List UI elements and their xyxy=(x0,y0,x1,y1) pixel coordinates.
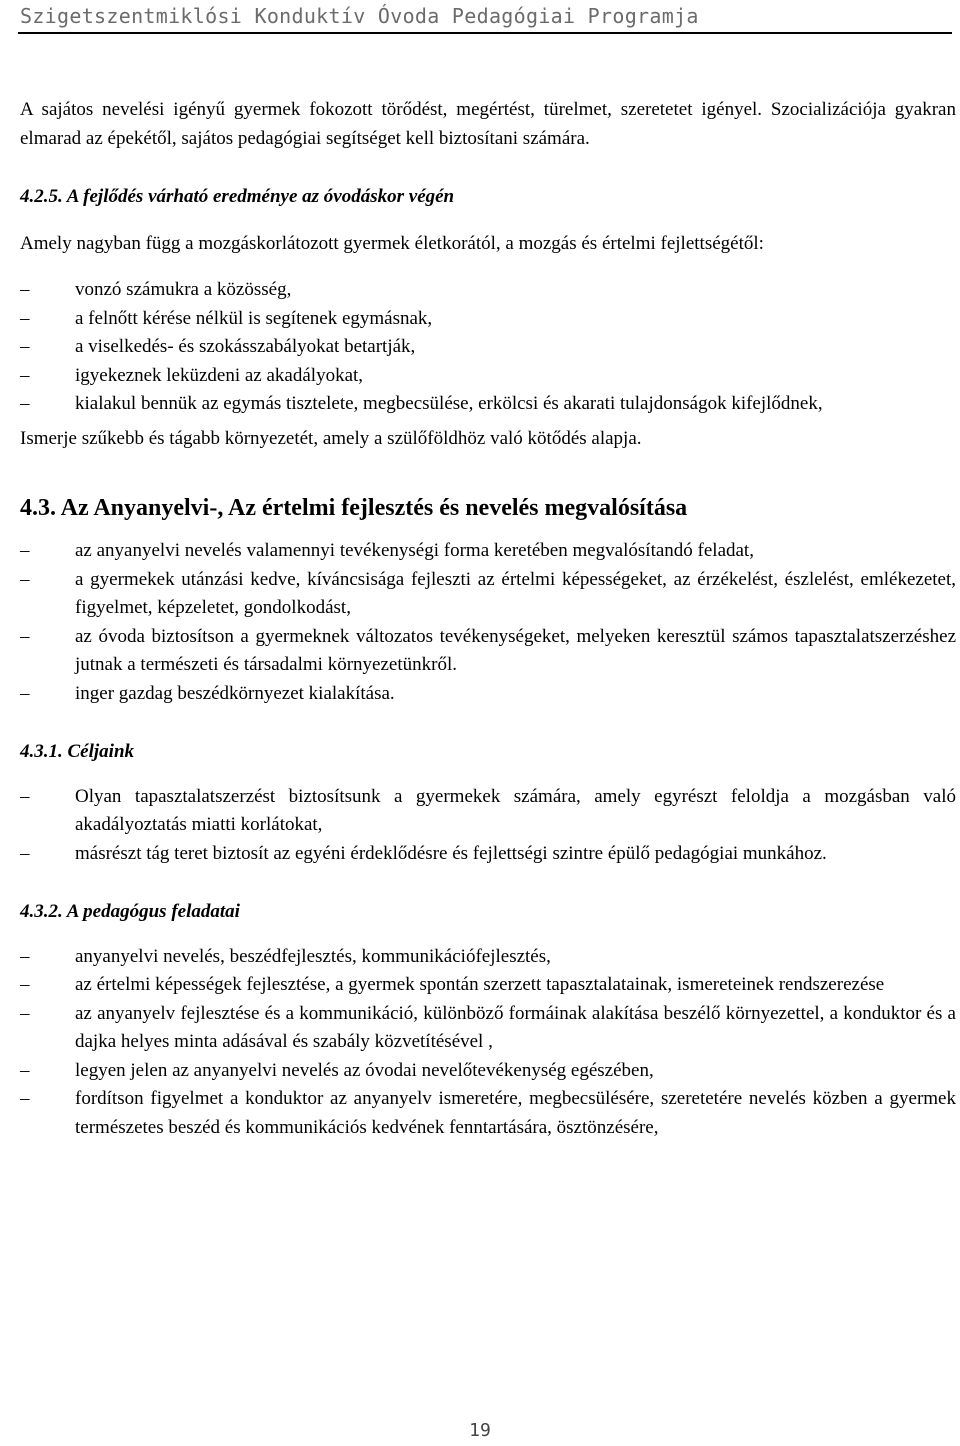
section-4-3-heading: 4.3. Az Anyanyelvi-, Az értelmi fejlesztés és nevelés megvalósítása xyxy=(20,495,688,521)
section-4-2-5-lead: Amely nagyban függ a mozgáskorlátozott gyermek életkorától, a mozgás és értelmi fejlettségétől: xyxy=(20,232,764,254)
list-item: – a viselkedés- és szokásszabályokat betartják, xyxy=(20,333,956,362)
list-item: – az anyanyelvi nevelés valamennyi tevékenységi forma keretében megvalósítandó feladat, xyxy=(20,537,956,566)
list-item: – fordítson figyelmet a konduktor az anyanyelv ismeretére, megbecsülésére, szeretetére nevelés közben a gyermek természetes beszéd és kommunikációs kedvének fenntartására, ösztönzésére, xyxy=(20,1085,956,1142)
list-item: – vonzó számukra a közösség, xyxy=(20,276,956,305)
section-4-3-list xyxy=(20,537,956,708)
section-4-2-5-closing: Ismerje szűkebb és tágabb környezetét, amely a szülőföldhöz való kötődés alapja. xyxy=(20,427,642,449)
list-item: – inger gazdag beszédkörnyezet kialakítása. xyxy=(20,680,956,709)
list-item: – a felnőtt kérése nélkül is segítenek egymásnak, xyxy=(20,305,956,334)
page-content xyxy=(20,96,956,1142)
list-item: – a gyermekek utánzási kedve, kíváncsisága fejleszti az értelmi képességeket, az érzékelést, észlelést, emlékezetet, figyelmet, képzeletet, gondolkodást, xyxy=(20,566,956,623)
section-4-2-5-heading: 4.2.5. A fejlődés várható eredménye az óvodáskor végén xyxy=(20,186,455,207)
section-4-2-5-list xyxy=(20,276,956,419)
list-item: – anyanyelvi nevelés, beszédfejlesztés, kommunikációfejlesztés, xyxy=(20,943,956,972)
page-number: 19 xyxy=(469,1420,491,1441)
section-4-3-2-list xyxy=(20,943,956,1143)
list-item: – az óvoda biztosítson a gyermeknek változatos tevékenységeket, melyeken keresztül számos tapasztalatszerzéshez jutnak a természeti és társadalmi környezetünkről. xyxy=(20,623,956,680)
list-item: – igyekeznek leküzdeni az akadályokat, xyxy=(20,362,956,391)
section-4-3-1-heading: 4.3.1. Céljaink xyxy=(20,741,135,762)
list-item: – kialakul bennük az egymás tisztelete, megbecsülése, erkölcsi és akarati tulajdonságok kifejlődnek, xyxy=(20,390,956,419)
list-item: – az anyanyelv fejlesztése és a kommunikáció, különböző formáinak alakítása beszélő környezettel, a konduktor és a dajka helyes minta adásával és szabály közvetítésével , xyxy=(20,1000,956,1057)
section-4-3-1-list xyxy=(20,783,956,869)
intro-paragraph: A sajátos nevelési igényű gyermek fokozott törődést, megértést, türelmet, szeretetet igényel. Szocializációja gyakran elmarad az épekétől, sajátos pedagógiai segítséget kell biztosítani számára. xyxy=(20,99,956,149)
list-item: – másrészt tág teret biztosít az egyéni érdeklődésre és fejlettségi szintre épülő pedagógiai munkához. xyxy=(20,840,956,869)
running-header: Szigetszentmiklósi Konduktív Óvoda Pedagógiai Programja xyxy=(20,4,699,28)
section-4-3-2-heading: 4.3.2. A pedagógus feladatai xyxy=(20,901,240,922)
list-item: – az értelmi képességek fejlesztése, a gyermek spontán szerzett tapasztalatainak, ismereteinek rendszerezése xyxy=(20,971,956,1000)
list-item: – legyen jelen az anyanyelvi nevelés az óvodai nevelőtevékenység egészében, xyxy=(20,1057,956,1086)
list-item: – Olyan tapasztalatszerzést biztosítsunk a gyermekek számára, amely egyrészt feloldja a mozgásban való akadályoztatás miatti korlátokat, xyxy=(20,783,956,840)
header-rule xyxy=(18,32,952,34)
